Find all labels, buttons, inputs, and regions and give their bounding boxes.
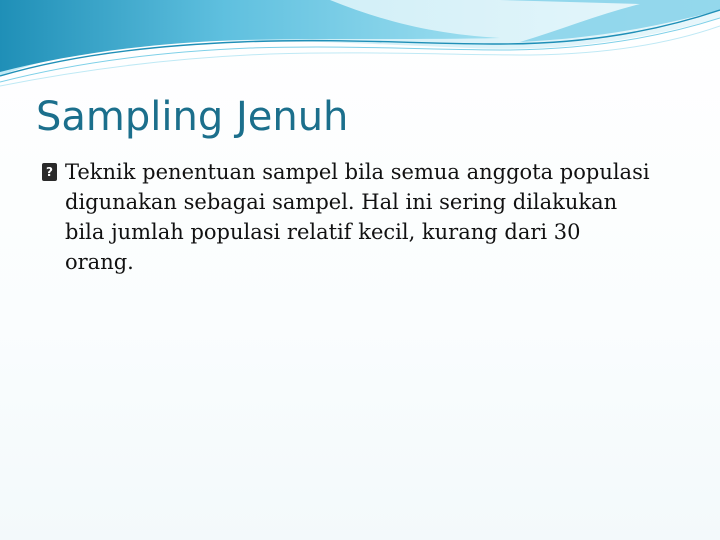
slide-content <box>42 157 652 277</box>
bullet-text: Teknik penentuan sampel bila semua anggota populasi digunakan sebagai sampel. Hal ini sering dilakukan bila jumlah populasi relatif kecil, kurang dari 30 orang. <box>65 160 650 274</box>
bullet-item <box>42 157 652 277</box>
wave-header-decoration <box>0 0 720 90</box>
slide-title: Sampling Jenuh <box>36 94 349 140</box>
missing-glyph-bullet-icon: ? <box>42 163 57 181</box>
